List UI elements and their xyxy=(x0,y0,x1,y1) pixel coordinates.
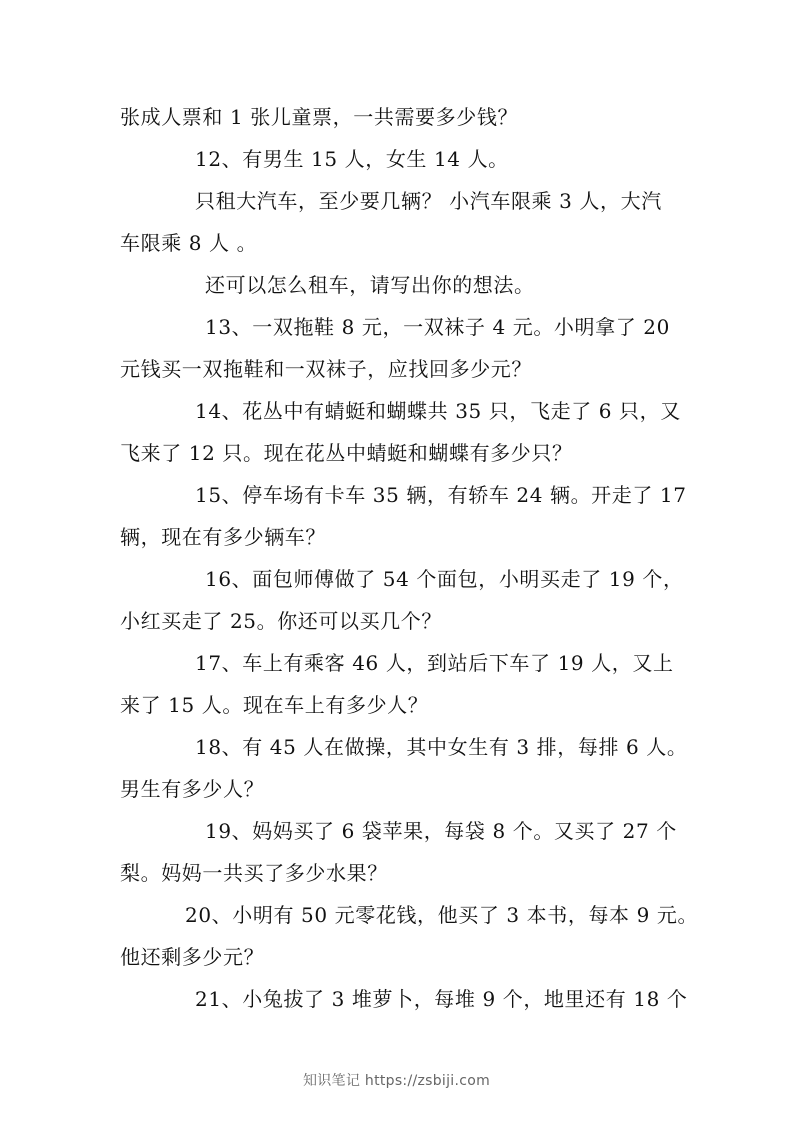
text-line: 车限乘 8 人 。 xyxy=(120,231,258,255)
text-line: 元钱买一双拖鞋和一双袜子，应找回多少元？ xyxy=(120,357,532,381)
text-line: 20、小明有 50 元零花钱，他买了 3 本书，每本 9 元。 xyxy=(185,903,699,927)
text-line: 15、停车场有卡车 35 辆，有轿车 24 辆。开走了 17 xyxy=(195,483,687,507)
text-line: 13、一双拖鞋 8 元，一双袜子 4 元。小明拿了 20 xyxy=(205,315,670,339)
text-line: 他还剩多少元？ xyxy=(120,945,265,969)
text-line: 14、花丛中有蜻蜓和蝴蝶共 35 只，飞走了 6 只，又 xyxy=(195,399,681,423)
text-line: 小红买走了 25。你还可以买几个？ xyxy=(120,609,443,633)
text-line: 男生有多少人？ xyxy=(120,777,265,801)
text-line: 21、小兔拔了 3 堆萝卜，每堆 9 个，地里还有 18 个 xyxy=(195,987,688,1011)
text-line: 张成人票和 1 张儿童票，一共需要多少钱？ xyxy=(120,105,519,129)
text-line: 飞来了 12 只。现在花丛中蜻蜓和蝴蝶有多少只？ xyxy=(120,441,573,465)
footer-watermark: 知识笔记 https://zsbiji.com xyxy=(302,1073,491,1089)
text-line: 还可以怎么租车，请写出你的想法。 xyxy=(205,273,535,297)
text-line: 18、有 45 人在做操，其中女生有 3 排，每排 6 人。 xyxy=(195,735,688,759)
text-line: 16、面包师傅做了 54 个面包，小明买走了 19 个， xyxy=(205,567,684,591)
text-line: 12、有男生 15 人，女生 14 人。 xyxy=(195,147,509,171)
text-line: 来了 15 人。现在车上有多少人？ xyxy=(120,693,429,717)
text-line: 只租大汽车，至少要几辆？ 小汽车限乘 3 人，大汽 xyxy=(195,189,662,213)
text-line: 梨。妈妈一共买了多少水果？ xyxy=(120,861,388,885)
text-line: 19、妈妈买了 6 袋苹果，每袋 8 个。又买了 27 个 xyxy=(205,819,677,843)
text-line: 辆，现在有多少辆车？ xyxy=(120,525,326,549)
text-line: 17、车上有乘客 46 人，到站后下车了 19 人，又上 xyxy=(195,651,674,675)
